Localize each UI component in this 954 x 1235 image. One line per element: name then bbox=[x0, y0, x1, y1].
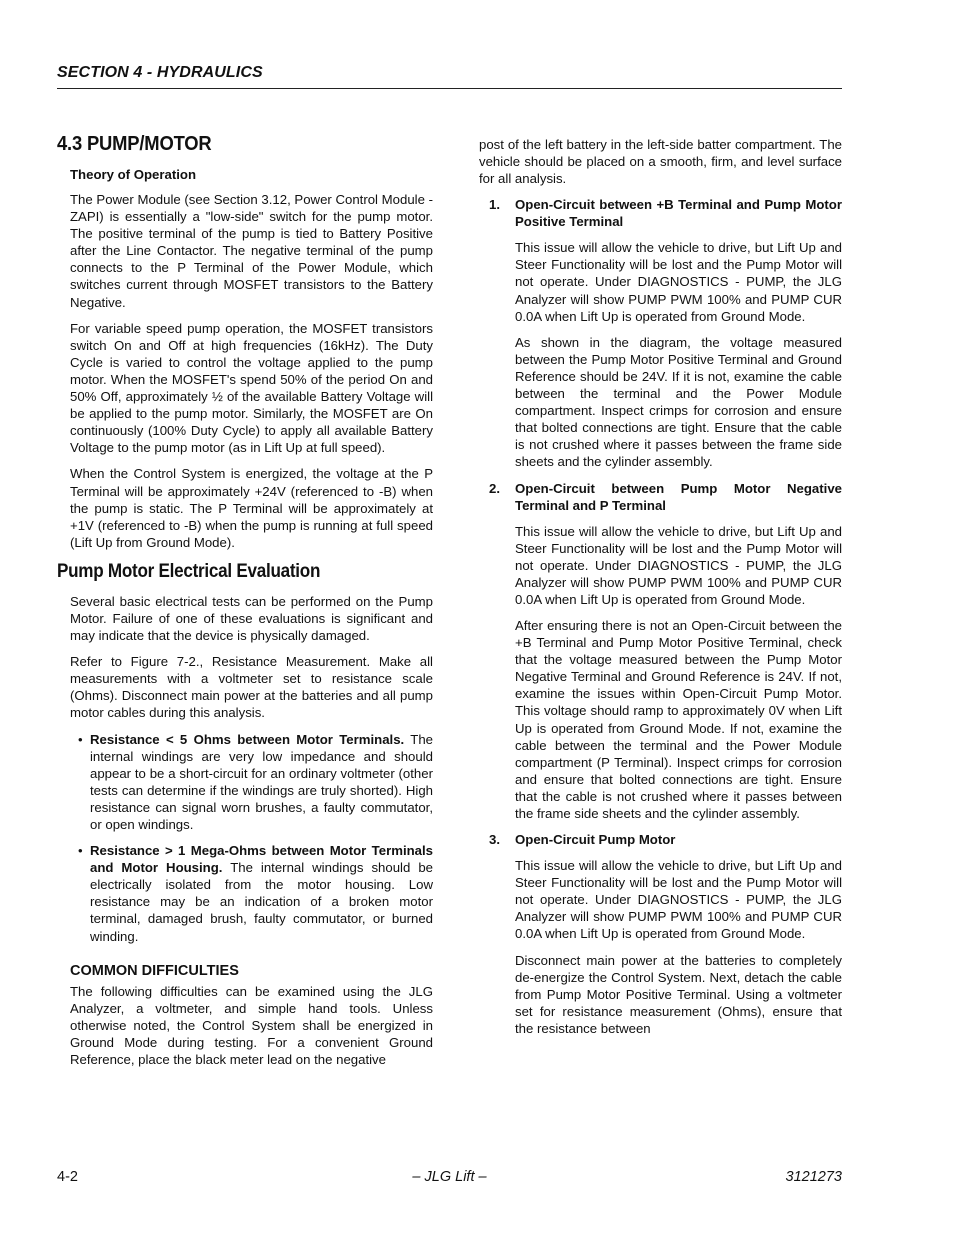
item-3-paragraph-1: This issue will allow the vehicle to drive, but Lift Up and Steer Functionality will be lost and the Pump Motor will not operate. Under DIAGNOSTICS - PUMP, the JLG Analyzer will show PUMP PWM 100% and PUMP CUR 0.0A when Lift Up is operated from Ground Mode. bbox=[515, 858, 842, 942]
item-3-heading-text: Open-Circuit Pump Motor bbox=[515, 832, 676, 848]
section-heading: 4.3 PUMP/MOTOR bbox=[57, 133, 212, 155]
item-2-heading bbox=[489, 480, 842, 514]
page-header bbox=[57, 64, 842, 89]
item-2-number: 2. bbox=[489, 480, 500, 496]
evaluation-paragraph-1: Several basic electrical tests can be performed on the Pump Motor. Failure of one of these evaluations is significant and may indicate that the device is physically damaged. bbox=[70, 593, 433, 644]
bullet-item-1 bbox=[90, 731, 433, 834]
bullet-2-text: The internal windings should be electrically isolated from the motor housing. Low resistance may be an indication of a broken motor terminal, damaged brush, faulty commutator, or burned winding. bbox=[90, 860, 433, 944]
common-difficulties-paragraph: The following difficulties can be examined using the JLG Analyzer, a voltmeter, and simple hand tools. Unless otherwise noted, the Control System shall be energized in Ground Mode during testing. For a convenient Ground Reference, place the black meter lead on the negative bbox=[70, 983, 433, 1068]
evaluation-heading: Pump Motor Electrical Evaluation bbox=[57, 560, 321, 582]
theory-paragraph-1: The Power Module (see Section 3.12, Power Control Module - ZAPI) is essentially a "low-side" switch for the pump motor. The positive terminal of the pump is tied to Battery Positive after the Line Contactor. The negative terminal of the pump connects to the P Terminal of the Power Module, which switches current through MOSFET transistors to the Battery Negative. bbox=[70, 192, 433, 310]
item-1-heading bbox=[489, 196, 842, 230]
common-difficulties-heading: COMMON DIFFICULTIES bbox=[70, 962, 239, 979]
page-number: 4-2 bbox=[57, 1169, 78, 1185]
bullet-1-text: The internal windings are very low impedance and should appear to be a short-circuit for an ordinary voltmeter (other tests can determine if the windings are truly shorted). High resistance can signal worn brushes, a faulty commutator, or open windings. bbox=[90, 731, 433, 832]
left-column bbox=[57, 133, 433, 1077]
bullet-2-bold: Resistance > 1 Mega-Ohms between Motor Terminals and Motor Housing. bbox=[90, 843, 433, 876]
item-1-paragraph-2: As shown in the diagram, the voltage measured between the Pump Motor Positive Terminal and Ground Reference should be 24V. If it is not, examine the cable between the terminal and the Power Module compartment. Inspect crimps for corrosion and ensure that bolted connections are tight. Ensure that the cable is not crushed where it passes between the frame side sheets and the cylinder assembly. bbox=[515, 334, 842, 470]
item-2-paragraph-2: After ensuring there is not an Open-Circuit between the +B Terminal and Pump Motor Positive Terminal, check that the voltage measured between the Pump Motor Negative Terminal and Ground Reference is 24V. If not, examine the issues within Open-Circuit Pump Motor. This voltage should ramp to approximately 0V when Lift Up is operated from Ground Mode. If not, examine the cable between the terminal and the Power Module compartment (P Terminal). Inspect crimps for corrosion and ensure that bolted connections are tight. Ensure that the cable is not crushed where it passes between the frame side sheets and the cylinder assembly. bbox=[515, 617, 842, 821]
item-3-number: 3. bbox=[489, 832, 500, 848]
right-column bbox=[479, 136, 842, 1046]
bullet-item-2 bbox=[90, 842, 433, 945]
document-number: 3121273 bbox=[785, 1169, 842, 1185]
section-title: SECTION 4 - HYDRAULICS bbox=[57, 64, 263, 81]
theory-heading: Theory of Operation bbox=[70, 167, 197, 182]
bullet-1-bold: Resistance < 5 Ohms between Motor Terminals. bbox=[90, 731, 405, 747]
theory-paragraph-3: When the Control System is energized, the voltage at the P Terminal will be approximately +24V (referenced to -B) when the pump is static. The P Terminal will be approximately at +1V (referenced to -B) when the pump is running at full speed (Lift Up from Ground Mode). bbox=[70, 466, 433, 550]
item-1-number: 1. bbox=[489, 197, 500, 213]
item-2-heading-text: Open-Circuit between Pump Motor Negative Terminal and P Terminal bbox=[515, 480, 842, 513]
theory-paragraph-2: For variable speed pump operation, the MOSFET transistors switch On and Off at high frequencies (16kHz). The Duty Cycle is varied to control the voltage applied to the pump motor. When the MOSFET's spend 50% of the period On and 50% Off, approximately ½ of the available Battery Voltage will be applied to the pump motor. Similarly, the MOSFET are On continuously (100% Duty Cycle) to apply all available Battery Voltage to the pump motor (as in Lift Up at full speed). bbox=[70, 320, 433, 456]
item-2-paragraph-1: This issue will allow the vehicle to drive, but Lift Up and Steer Functionality will be lost and the Pump Motor will not operate. Under DIAGNOSTICS - PUMP, the JLG Analyzer will show PUMP PWM 100% and PUMP CUR 0.0A when Lift Up is operated from Ground Mode. bbox=[515, 523, 842, 607]
continued-paragraph: post of the left battery in the left-side batter compartment. The vehicle should be placed on a smooth, firm, and level surface for all analysis. bbox=[479, 137, 842, 187]
evaluation-paragraph-2: Refer to Figure 7-2., Resistance Measurement. Make all measurements with a voltmeter set to resistance scale (Ohms). Disconnect main power at the batteries and all pump motor cables during this analysis. bbox=[70, 654, 433, 721]
item-1-heading-text: Open-Circuit between +B Terminal and Pump Motor Positive Terminal bbox=[515, 197, 842, 230]
item-3-heading bbox=[489, 831, 842, 848]
item-1-paragraph-1: This issue will allow the vehicle to drive, but Lift Up and Steer Functionality will be lost and the Pump Motor will not operate. Under DIAGNOSTICS - PUMP, the JLG Analyzer will show PUMP PWM 100% and PUMP CUR 0.0A when Lift Up is operated from Ground Mode. bbox=[515, 240, 842, 324]
footer-brand: – JLG Lift – bbox=[412, 1169, 487, 1185]
item-3-paragraph-2: Disconnect main power at the batteries to completely de-energize the Control System. Next, detach the cable from Pump Motor Positive Terminal. Using a voltmeter set for resistance measurement (Ohms), ensure that the resistance between bbox=[515, 952, 842, 1036]
